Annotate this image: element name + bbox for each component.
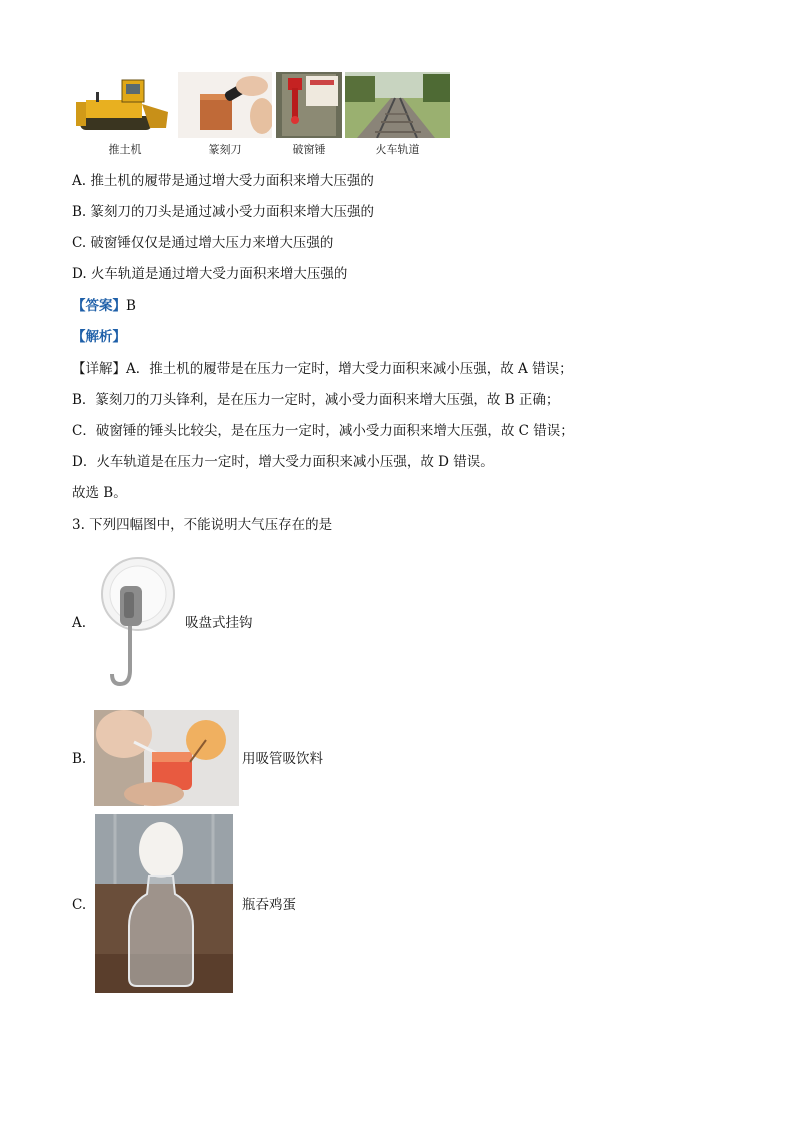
bottle-egg-image	[95, 814, 233, 993]
window-breaker-image	[276, 72, 342, 138]
detail-line-c: C．破窗锤的锤头比较尖，是在压力一定时，减小受力面积来增大压强，故 C 错误；	[72, 423, 574, 439]
seal-carving-knife-image	[178, 72, 272, 138]
detail-tag: 【详解】	[72, 361, 126, 377]
q2-option-a: A. 推土机的履带是通过增大受力面积来增大压强的	[72, 173, 374, 189]
answer-line	[72, 297, 136, 315]
q2-option-d: D. 火车轨道是通过增大受力面积来增大压强的	[72, 266, 348, 282]
railway-track-image	[345, 72, 450, 138]
analysis-tag: 【解析】	[72, 329, 126, 345]
q3-option-b-label: 用吸管吸饮料	[242, 751, 323, 767]
q3-stem: 3. 下列四幅图中，不能说明大气压存在的是	[72, 517, 333, 533]
detail-line-b: B．篆刻刀的刀头锋利，是在压力一定时，减小受力面积来增大压强，故 B 正确；	[72, 392, 560, 408]
q3-option-c-letter: C.	[72, 897, 87, 913]
conclusion: 故选 B。	[72, 485, 127, 501]
q3-option-c-label: 瓶吞鸡蛋	[242, 897, 296, 913]
answer-value: B	[126, 298, 136, 314]
q2-option-c: C. 破窗锤仅仅是通过增大压力来增大压强的	[72, 235, 334, 251]
straw-drink-image	[94, 710, 239, 806]
answer-tag: 【答案】	[72, 298, 126, 314]
q3-option-a-letter: A.	[72, 615, 87, 631]
caption-bulldozer: 推土机	[108, 143, 142, 156]
caption-seal-carving-knife: 篆刻刀	[208, 143, 242, 156]
detail-line-d: D．火车轨道是在压力一定时，增大受力面积来减小压强，故 D 错误。	[72, 454, 494, 470]
caption-window-breaker: 破窗锤	[292, 143, 326, 156]
caption-railway-track: 火车轨道	[375, 143, 420, 156]
q3-option-b-letter: B.	[72, 751, 87, 767]
q3-option-a-label: 吸盘式挂钩	[185, 615, 253, 631]
suction-hook-image	[96, 552, 178, 692]
detail-line-a	[72, 360, 573, 378]
detail-text-a: A．推土机的履带是在压力一定时，增大受力面积来减小压强，故 A 错误；	[126, 361, 573, 377]
q2-option-b: B. 篆刻刀的刀头是通过减小受力面积来增大压强的	[72, 204, 375, 220]
bulldozer-image	[76, 72, 174, 138]
